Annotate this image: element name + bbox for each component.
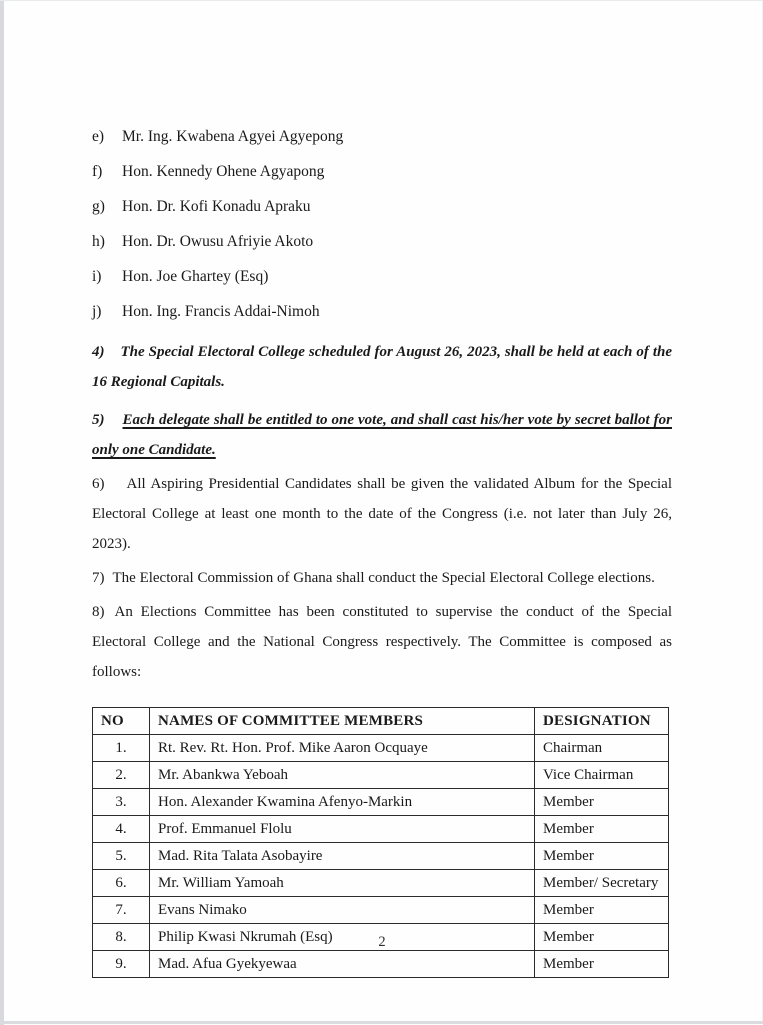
- paragraph-8: [92, 597, 672, 687]
- table-header-no: NO: [93, 708, 150, 735]
- list-item-letter: g): [92, 198, 105, 215]
- cell-no: 3.: [93, 789, 150, 816]
- cell-designation: Member: [535, 924, 669, 951]
- paragraph-text: The Special Electoral College scheduled for August 26, 2023, shall be held at each of the 16 Regional Capitals.: [92, 344, 672, 390]
- list-item-letter: i): [92, 268, 102, 285]
- table-row: [93, 762, 669, 789]
- cell-name: Hon. Alexander Kwamina Afenyo-Markin: [150, 789, 535, 816]
- cell-designation: Member: [535, 897, 669, 924]
- cell-designation: Member: [535, 951, 669, 978]
- paragraph-number: 6): [92, 476, 105, 492]
- list-item: [92, 232, 672, 252]
- cell-name: Mad. Afua Gyekyewaa: [150, 951, 535, 978]
- cell-name: Mr. William Yamoah: [150, 870, 535, 897]
- page-number: 2: [378, 934, 386, 950]
- list-item-name: Hon. Kennedy Ohene Agyapong: [122, 163, 325, 180]
- list-item-letter: f): [92, 163, 103, 180]
- cell-no: 7.: [93, 897, 150, 924]
- cell-designation: Member: [535, 843, 669, 870]
- paragraph-4: [92, 337, 672, 397]
- list-item-letter: h): [92, 233, 105, 250]
- paragraph-number: 5): [92, 412, 105, 428]
- table-row: [93, 843, 669, 870]
- table-row: [93, 870, 669, 897]
- table-row: [93, 897, 669, 924]
- paragraph-text: Each delegate shall be entitled to one vote, and shall cast his/her vote by secret ballot for only one Candidate.: [92, 412, 672, 458]
- table-header-names: NAMES OF COMMITTEE MEMBERS: [150, 708, 535, 735]
- cell-name: Philip Kwasi Nkrumah (Esq): [150, 924, 535, 951]
- list-item: [92, 197, 672, 217]
- paragraph-5: [92, 405, 672, 465]
- scan-edge-left: [0, 1, 4, 1025]
- cell-no: 6.: [93, 870, 150, 897]
- list-item-name: Mr. Ing. Kwabena Agyei Agyepong: [122, 128, 344, 145]
- paragraph-text: An Elections Committee has been constituted to supervise the conduct of the Special Electoral College and the National Congress respectively. The Committee is composed as follows:: [92, 604, 672, 680]
- list-item: [92, 267, 672, 287]
- cell-name: Rt. Rev. Rt. Hon. Prof. Mike Aaron Ocquaye: [150, 735, 535, 762]
- paragraph-text: All Aspiring Presidential Candidates shall be given the validated Album for the Special Electoral College at least one month to the date of the Congress (i.e. not later than July 26, 2023).: [92, 476, 672, 552]
- list-item: [92, 162, 672, 182]
- cell-no: 5.: [93, 843, 150, 870]
- list-item-name: Hon. Dr. Kofi Konadu Apraku: [122, 198, 311, 215]
- list-item: [92, 302, 672, 322]
- table-header-designation: DESIGNATION: [535, 708, 669, 735]
- table-row: [93, 816, 669, 843]
- list-item-letter: j): [92, 303, 102, 320]
- paragraph-7: [92, 563, 672, 593]
- cell-name: Mad. Rita Talata Asobayire: [150, 843, 535, 870]
- list-item-letter: e): [92, 128, 105, 145]
- table-row: [93, 735, 669, 762]
- cell-designation: Member/ Secretary: [535, 870, 669, 897]
- cell-no: 1.: [93, 735, 150, 762]
- cell-no: 2.: [93, 762, 150, 789]
- cell-designation: Chairman: [535, 735, 669, 762]
- table-header-row: [93, 708, 669, 735]
- list-item-name: Hon. Dr. Owusu Afriyie Akoto: [122, 233, 314, 250]
- cell-no: 8.: [93, 924, 150, 951]
- cell-designation: Member: [535, 816, 669, 843]
- cell-no: 9.: [93, 951, 150, 978]
- list-item-name: Hon. Joe Ghartey (Esq): [122, 268, 269, 285]
- paragraph-6: [92, 469, 672, 559]
- cell-designation: Member: [535, 789, 669, 816]
- table-row: [93, 789, 669, 816]
- paragraph-number: 4): [92, 344, 105, 360]
- paragraph-number: 8): [92, 604, 105, 620]
- cell-name: Mr. Abankwa Yeboah: [150, 762, 535, 789]
- paragraph-number: 7): [92, 570, 105, 586]
- cell-name: Prof. Emmanuel Flolu: [150, 816, 535, 843]
- cell-name: Evans Nimako: [150, 897, 535, 924]
- cell-no: 4.: [93, 816, 150, 843]
- list-item: [92, 127, 672, 147]
- table-row: [93, 951, 669, 978]
- paragraph-text: The Electoral Commission of Ghana shall conduct the Special Electoral College elections.: [112, 570, 655, 586]
- document-content: [92, 127, 672, 978]
- cell-designation: Vice Chairman: [535, 762, 669, 789]
- list-item-name: Hon. Ing. Francis Addai-Nimoh: [122, 303, 320, 320]
